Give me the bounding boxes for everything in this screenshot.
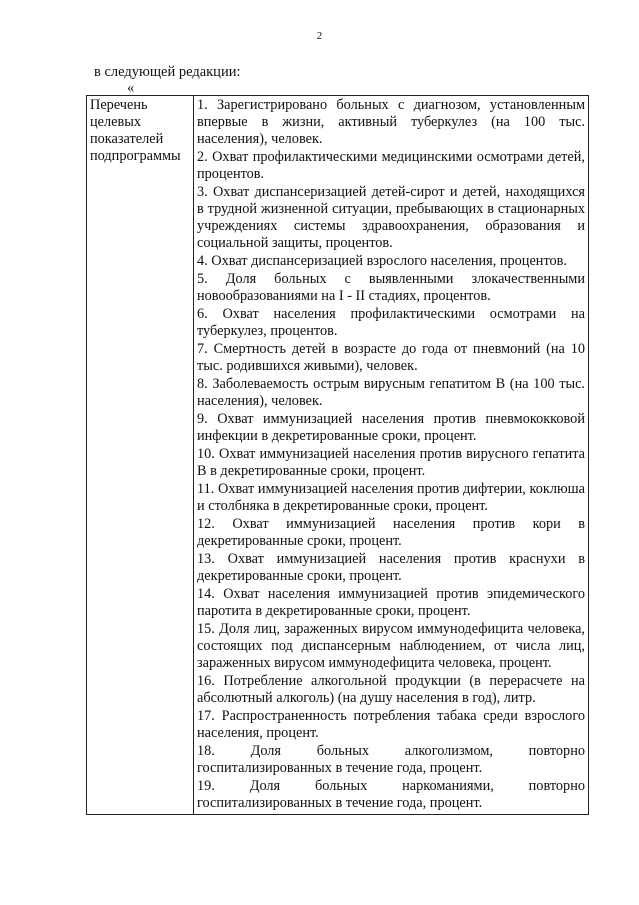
list-item: 10. Охват иммунизацией населения против вирусного гепатита В в декретированные сроки, процент. [197,446,585,479]
intro-text: в следующей редакции: [94,64,241,80]
list-item: 1. Зарегистрировано больных с диагнозом, установленным впервые в жизни, активный туберкулез (на 100 тыс. населения), человек. [197,97,585,147]
opening-quote: « [127,80,135,96]
list-item: 9. Охват иммунизацией населения против пневмококковой инфекции в декретированные сроки, процент. [197,411,585,444]
indicators-table [86,95,589,815]
list-item: 8. Заболеваемость острым вирусным гепатитом В (на 100 тыс. населения), человек. [197,376,585,409]
list-item: 6. Охват населения профилактическими осмотрами на туберкулез, процентов. [197,306,585,339]
indicators-header-cell: Перечень целевых показателей подпрограммы [87,96,194,815]
list-item: 11. Охват иммунизацией населения против дифтерии, коклюша и столбняка в декретированные сроки, процент. [197,481,585,514]
list-item: 7. Смертность детей в возрасте до года от пневмоний (на 10 тыс. родившихся живыми), человек. [197,341,585,374]
list-item: 4. Охват диспансеризацией взрослого населения, процентов. [197,253,567,269]
list-item: 3. Охват диспансеризацией детей-сирот и детей, находящихся в трудной жизненной ситуации, пребывающих в стационарных учреждениях системы здравоохранения, образования и социальной защиты, процентов. [197,184,585,251]
page-number: 2 [316,30,323,42]
list-item: 14. Охват населения иммунизацией против эпидемического паротита в декретированные сроки, процент. [197,586,585,619]
list-item: 17. Распространенность потребления табака среди взрослого населения, процент. [197,708,585,741]
list-item: 2. Охват профилактическими медицинскими осмотрами детей, процентов. [197,149,585,182]
list-item: 13. Охват иммунизацией населения против краснухи в декретированные сроки, процент. [197,551,585,584]
list-item: 19. Доля больных наркоманиями, повторно госпитализированных в течение года, процент. [197,778,585,811]
table-row [87,96,589,815]
list-item: 5. Доля больных с выявленными злокачественными новообразованиями на I - II стадиях, процентов. [197,271,585,304]
list-item: 15. Доля лиц, зараженных вирусом иммунодефицита человека, состоящих под диспансерным наблюдением, от числа лиц, зараженных вирусом иммунодефицита человека, процент. [197,621,585,671]
list-item: 18. Доля больных алкоголизмом, повторно госпитализированных в течение года, процент. [197,743,585,776]
list-item: 16. Потребление алкогольной продукции (в перерасчете на абсолютный алкоголь) (на душу населения в год), литр. [197,673,585,706]
list-item: 12. Охват иммунизацией населения против кори в декретированные сроки, процент. [197,516,585,549]
indicators-list-cell [194,96,589,815]
